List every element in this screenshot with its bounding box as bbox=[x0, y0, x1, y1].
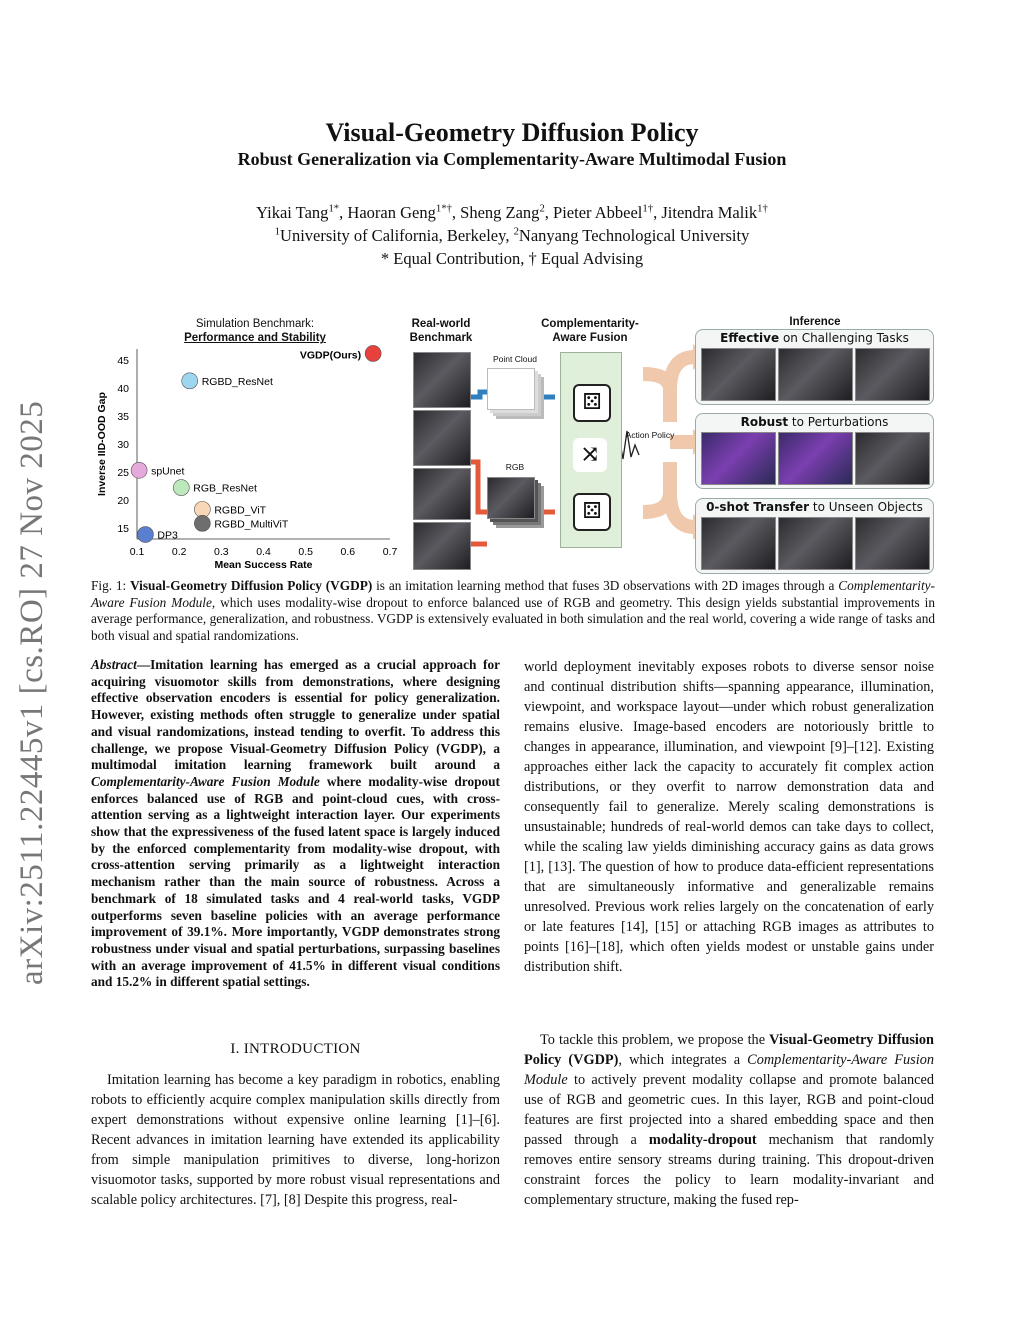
y-tick-label: 25 bbox=[117, 466, 129, 479]
author-list: Yikai Tang$^{1*}$, Haoran Geng$^{1*\dagger}$, Sheng Zang$^2$, Pieter Abbeel$^{1\dagger}$, Jitendra Malik$^{1\dagger}$ bbox=[256, 202, 768, 222]
inference-photo bbox=[701, 348, 776, 401]
inference-panel-effective bbox=[695, 329, 934, 405]
inference-photo bbox=[778, 348, 853, 401]
chart-title-line2: Performance and Stability bbox=[184, 332, 326, 345]
author-mark: 1† bbox=[757, 202, 768, 215]
author-name: Haoran Geng bbox=[347, 203, 436, 222]
x-tick-label: 0.1 bbox=[129, 546, 145, 558]
abstract-text: where modality-wise dropout enforces balanced use of RGB and point-cloud cues, with cross-attention serving as a lightweight interaction layer. Our experiments show that the expressiveness of the fused latent space is largely induced by the enforced complementarity from modality-wise dropout, with cross-attention serving primarily as a lightweight interaction mechanism rather than the main source of robustness. Across a benchmark of 18 simulated tasks and 4 real-world tasks, VGDP outperforms seven baseline policies with an average performance improvement of 39.1%. More importantly, VGDP demonstrates strong robustness under visual and spatial perturbations, surpassing baselines with an average improvement of 41.5% in different visual conditions and 15.2% in different spatial settings. bbox=[91, 773, 500, 990]
data-point-label: RGBD_ViT bbox=[214, 504, 267, 517]
section-heading-introduction: I. INTRODUCTION bbox=[230, 1041, 361, 1057]
intro-paragraph: Imitation learning has become a key paradigm in robotics, enabling robots to efficiently acquire complex manipulation skills directly from expert demonstrations without expensive online learning [1]–[6]. Recent advances in imitation learning have extended its applicability from simple manipulation primitives to diverse, long-horizon visuomotor tasks, supported by more robust visual representations and scalable policy architectures. [7], [8] Despite this progress, real- bbox=[91, 1072, 500, 1208]
rgb-stack bbox=[487, 477, 535, 519]
author-name: Yikai Tang bbox=[256, 203, 329, 222]
data-point-label: spUnet bbox=[151, 465, 185, 478]
x-tick-label: 0.4 bbox=[256, 546, 271, 558]
author-name: Pieter Abbeel bbox=[553, 203, 643, 222]
panel-label bbox=[696, 331, 933, 345]
dropout-dice-icon: ⚄ bbox=[573, 493, 611, 531]
caption-italic: Complementarity-Aware Fusion Module bbox=[91, 578, 935, 610]
inference-photo bbox=[855, 432, 930, 485]
affiliation-name: University of California, Berkeley bbox=[280, 226, 506, 245]
affiliations: $^1$University of California, Berkeley, $^2$Nanyang Technological University bbox=[274, 225, 750, 245]
author-mark: 2 bbox=[539, 202, 545, 215]
point-cloud-stack bbox=[487, 368, 535, 410]
y-tick-label: 45 bbox=[117, 355, 129, 368]
affiliation-mark: 1 bbox=[274, 225, 281, 238]
intro-paragraph bbox=[524, 1030, 934, 1210]
fusion-title-line1: Complementarity- bbox=[541, 318, 639, 330]
fusion-title bbox=[525, 317, 655, 346]
panel-label-rest: to Perturbations bbox=[788, 415, 889, 429]
author-mark: 1*† bbox=[435, 202, 452, 215]
arxiv-identifier: arXiv:2511.22445v1 [cs.RO] 27 Nov 2025 bbox=[14, 400, 50, 985]
equal-contribution-note: * Equal Contribution, † Equal Advising bbox=[380, 249, 644, 268]
intro-text: mechanism that randomly removes entire sensory streams during training. This dropout-driven constraint forces the policy to learn modality-invariant and complementary structure, making the fused rep- bbox=[524, 1132, 934, 1208]
author-mark: 1* bbox=[328, 202, 340, 215]
intro-text: to actively prevent modality collapse and promote balanced use of RGB and geometric cues. In this layer, RGB and point-cloud features are first projected into a shared embedding space and then passed through a bbox=[524, 1072, 934, 1148]
paper-subtitle: Robust Generalization via Complementarity-Aware Multimodal Fusion bbox=[237, 149, 787, 169]
caption-text: is an imitation learning method that fuses 3D observations with 2D images through a bbox=[372, 578, 839, 593]
abstract bbox=[91, 657, 500, 991]
paper-title: Visual-Geometry Diffusion Policy bbox=[325, 118, 699, 147]
inference-photo bbox=[778, 432, 853, 485]
y-tick-label: 35 bbox=[117, 411, 129, 424]
data-point-label: RGBD_MultiViT bbox=[214, 518, 289, 531]
inference-photo bbox=[701, 517, 776, 570]
y-axis-label: Inverse IID-OOD Gap bbox=[96, 392, 108, 496]
y-tick-label: 15 bbox=[117, 522, 129, 535]
intro-paragraph: world deployment inevitably exposes robots to diverse sensor noise and continual distribution shifts—spanning appearance, illumination, viewpoint, and workspace layout—under which robust generalization remains elusive. Image-based encoders are notoriously brittle to changes in appearance, illumination, and viewpoint [9]–[12]. Existing approaches either lack the capacity to accurately fit complex action distributions, or they overfit to narrow demonstration data and consequently fail to generalize. Merely scaling demonstrations is unsustainable; hundreds of real-world demos can take days to collect, while the scaling law yields diminishing accuracy gains as data grows [1], [13]. The question of how to produce data-efficient representations that are simultaneously informative and generalizable remains unresolved. Previous work relies largely on the concatenation of early or late features [14], [15] or attaching RGB images as attributes to points [16]–[18], which often yields modest or unstable gains under distribution shift. bbox=[524, 659, 934, 975]
intro-bold: Visual-Geometry Diffusion Policy (VGDP) bbox=[524, 1032, 934, 1068]
figure-1 bbox=[95, 312, 937, 574]
author-name: Jitendra Malik bbox=[661, 203, 758, 222]
affiliation-mark: 2 bbox=[513, 225, 519, 238]
data-point-label: RGB_ResNet bbox=[193, 482, 257, 495]
inference-panel-robust bbox=[695, 413, 934, 489]
intro-italic: Complementarity-Aware Fusion Module bbox=[524, 1052, 934, 1088]
affiliation-name: Nanyang Technological University bbox=[518, 226, 750, 245]
x-tick-label: 0.5 bbox=[298, 546, 313, 558]
inference-photo bbox=[855, 517, 930, 570]
x-tick-label: 0.6 bbox=[340, 546, 356, 558]
figure-caption bbox=[91, 578, 935, 644]
data-point-label: RGBD_ResNet bbox=[201, 375, 273, 388]
x-tick-label: 0.2 bbox=[171, 546, 187, 558]
caption-text: , which uses modality-wise dropout to enforce balanced use of RGB and geometry. This design yields substantial improvements in average performance, generalization, and robustness. VGDP is extensively evaluated in both simulation and the real world, covering a wide range of tasks and both visual and spatial randomizations. bbox=[91, 594, 935, 643]
data-point-label: DP3 bbox=[157, 529, 178, 542]
real-world-title-line1: Real-world bbox=[411, 318, 471, 330]
chart-title-line1: Simulation Benchmark: bbox=[195, 318, 315, 330]
action-policy-label: Action Policy bbox=[625, 430, 675, 440]
abstract-text: —Imitation learning has emerged as a crucial approach for acquiring visuomotor skills from demonstrations, where designing effective observation encoders is essential for policy generalization. However, existing methods often struggle to generalize under spatial and visual randomizations, instead tending to overfit. To address this challenge, we propose Visual-Geometry Diffusion Policy (VGDP), a multimodal imitation learning framework built around a bbox=[91, 657, 500, 773]
rgb-label: RGB bbox=[505, 462, 525, 472]
x-tick-label: 0.7 bbox=[382, 546, 398, 558]
inference-photo bbox=[778, 517, 853, 570]
real-world-title-line2: Benchmark bbox=[409, 332, 473, 345]
panel-label-bold: Effective bbox=[720, 331, 780, 345]
panel-label-bold: 0-shot Transfer bbox=[706, 500, 810, 514]
data-point-label: VGDP(Ours) bbox=[299, 349, 362, 362]
panel-label-bold: Robust bbox=[740, 415, 789, 429]
inference-photo bbox=[855, 348, 930, 401]
panel-label-rest: to Unseen Objects bbox=[809, 500, 923, 514]
y-tick-label: 40 bbox=[117, 383, 129, 396]
author-mark: 1† bbox=[642, 202, 654, 215]
abstract-italic: Complementarity-Aware Fusion Module bbox=[91, 773, 320, 789]
intro-text: , which integrates a bbox=[618, 1052, 748, 1068]
abstract-lead: Abstract bbox=[91, 657, 137, 672]
y-tick-label: 20 bbox=[117, 494, 129, 507]
intro-bold: modality-dropout bbox=[648, 1132, 757, 1148]
caption-bold: Visual-Geometry Diffusion Policy (VGDP) bbox=[130, 578, 373, 593]
x-axis-label: Mean Success Rate bbox=[214, 559, 313, 571]
shuffle-icon: ⤨ bbox=[573, 438, 607, 472]
panel-label bbox=[696, 500, 933, 514]
inference-photo bbox=[701, 432, 776, 485]
panel-label bbox=[696, 415, 933, 429]
point-cloud-label: Point Cloud bbox=[493, 354, 537, 364]
dropout-dice-icon: ⚄ bbox=[573, 384, 611, 422]
x-tick-label: 0.3 bbox=[214, 546, 229, 558]
y-tick-label: 30 bbox=[117, 439, 129, 451]
inference-panel-transfer bbox=[695, 498, 934, 574]
intro-text: To tackle this problem, we propose the bbox=[540, 1032, 770, 1048]
inference-title: Inference bbox=[789, 316, 841, 328]
caption-label: Fig. 1: bbox=[91, 578, 131, 593]
author-name: Sheng Zang bbox=[460, 203, 540, 222]
panel-label-rest: on Challenging Tasks bbox=[779, 331, 909, 345]
fusion-title-line2: Aware Fusion bbox=[552, 332, 628, 345]
